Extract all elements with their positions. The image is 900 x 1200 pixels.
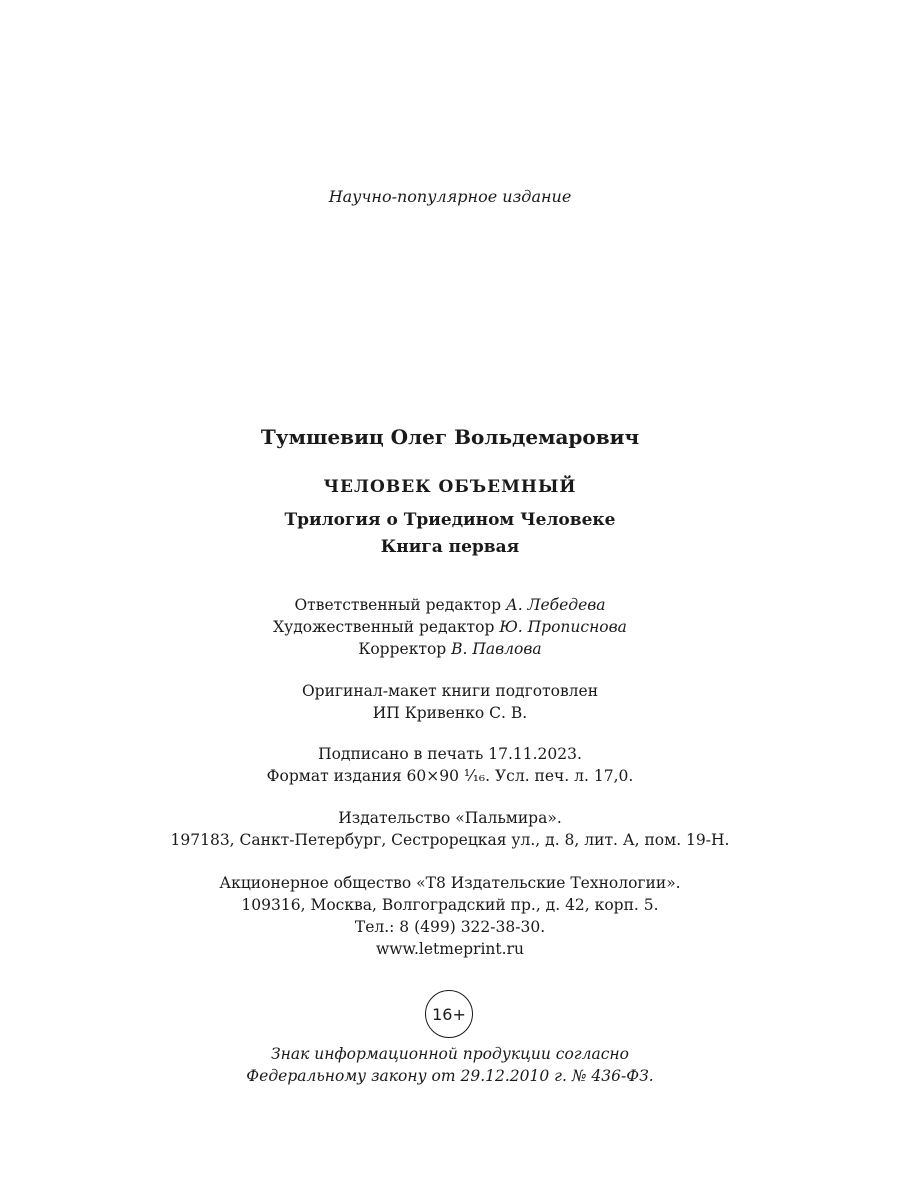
printer-name: Акционерное общество «Т8 Издательские Технологии». <box>219 874 681 892</box>
age-rating-badge <box>425 990 473 1038</box>
book-title: ЧЕЛОВЕК ОБЪЕМНЫЙ <box>323 477 577 497</box>
printer-address: 109316, Москва, Волгоградский пр., д. 42, корп. 5. <box>241 896 659 914</box>
age-notice-line: Знак информационной продукции согласно <box>271 1045 629 1063</box>
credit-line <box>0 596 900 614</box>
credit-person: В. Павлова <box>451 640 542 658</box>
credit-role: Корректор <box>358 640 447 658</box>
credit-line <box>0 640 900 658</box>
genre-label: Научно-популярное издание <box>328 187 572 206</box>
layout-prep-line: Оригинал-макет книги подготовлен <box>301 682 599 700</box>
publisher-name: Издательство «Пальмира». <box>338 809 562 827</box>
printer-website: www.letmeprint.ru <box>376 940 524 958</box>
edition-format: Формат издания 60×90 ¹⁄₁₆. Усл. печ. л. 17,0. <box>266 767 634 785</box>
age-notice-line: Федеральному закону от 29.12.2010 г. № 436-ФЗ. <box>246 1067 654 1085</box>
signed-to-print: Подписано в печать 17.11.2023. <box>318 745 582 763</box>
author-name: Тумшевиц Олег Вольдемарович <box>260 425 640 449</box>
credit-person: А. Лебедева <box>505 596 606 614</box>
credit-line <box>0 618 900 636</box>
printer-phone: Тел.: 8 (499) 322-38-30. <box>354 918 546 936</box>
credit-role: Художественный редактор <box>273 618 495 636</box>
layout-prep-name: ИП Кривенко С. В. <box>372 704 528 722</box>
book-number: Книга первая <box>380 537 520 557</box>
age-rating-label: 16+ <box>432 1004 466 1024</box>
book-subtitle: Трилогия о Триедином Человеке <box>284 510 616 530</box>
publisher-address: 197183, Санкт-Петербург, Сестрорецкая ул., д. 8, лит. А, пом. 19-Н. <box>170 831 730 849</box>
credit-person: Ю. Прописнова <box>499 618 627 636</box>
credit-role: Ответственный редактор <box>294 596 502 614</box>
